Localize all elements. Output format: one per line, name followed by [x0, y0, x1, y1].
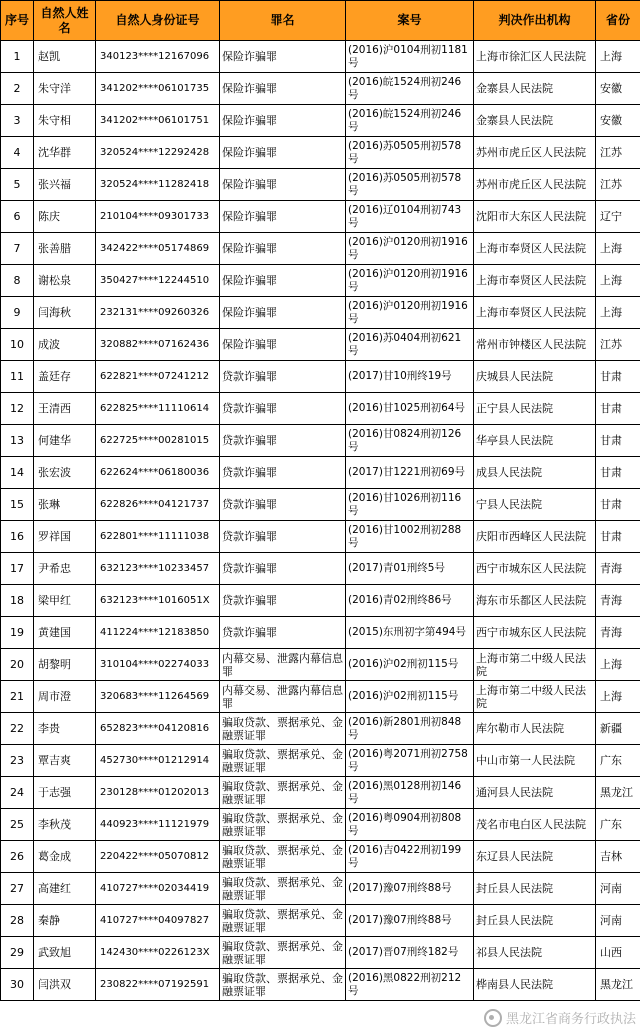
court-name-cell: 海东市乐都区人民法院 — [474, 585, 596, 617]
id-number-cell: 320524****11282418 — [96, 169, 220, 201]
row-index-cell: 3 — [1, 105, 34, 137]
court-name-cell: 上海市奉贤区人民法院 — [474, 233, 596, 265]
id-number-cell: 320524****12292428 — [96, 137, 220, 169]
table-row — [1, 457, 640, 489]
row-index-cell: 7 — [1, 233, 34, 265]
table-row — [1, 361, 640, 393]
person-name-cell: 张宏波 — [34, 457, 96, 489]
crime-name-cell: 贷款诈骗罪 — [220, 457, 346, 489]
province-cell: 辽宁 — [596, 201, 640, 233]
crime-name-cell: 保险诈骗罪 — [220, 41, 346, 73]
id-number-cell: 452730****01212914 — [96, 745, 220, 777]
id-number-cell: 341202****06101735 — [96, 73, 220, 105]
id-number-cell: 440923****11121979 — [96, 809, 220, 841]
court-name-cell: 正宁县人民法院 — [474, 393, 596, 425]
id-number-cell: 320683****11264569 — [96, 681, 220, 713]
province-cell: 山西 — [596, 937, 640, 969]
id-number-cell: 210104****09301733 — [96, 201, 220, 233]
province-cell: 上海 — [596, 297, 640, 329]
person-name-cell: 王清西 — [34, 393, 96, 425]
header-crime: 罪名 — [220, 1, 346, 41]
crime-name-cell: 贷款诈骗罪 — [220, 553, 346, 585]
header-index: 序号 — [1, 1, 34, 41]
case-number-cell: (2016)沪02刑初115号 — [346, 681, 474, 713]
province-cell: 甘肃 — [596, 521, 640, 553]
wechat-account-icon — [484, 1009, 502, 1027]
table-row — [1, 297, 640, 329]
table-row — [1, 809, 640, 841]
crime-name-cell: 骗取贷款、票据承兑、金融票证罪 — [220, 809, 346, 841]
crime-name-cell: 保险诈骗罪 — [220, 105, 346, 137]
case-number-cell: (2017)甘10刑终19号 — [346, 361, 474, 393]
crime-name-cell: 内幕交易、泄露内幕信息罪 — [220, 649, 346, 681]
province-cell: 吉林 — [596, 841, 640, 873]
table-row — [1, 905, 640, 937]
row-index-cell: 13 — [1, 425, 34, 457]
id-number-cell: 340123****12167096 — [96, 41, 220, 73]
row-index-cell: 30 — [1, 969, 34, 1001]
court-name-cell: 通河县人民法院 — [474, 777, 596, 809]
crime-name-cell: 贷款诈骗罪 — [220, 425, 346, 457]
province-cell: 甘肃 — [596, 361, 640, 393]
person-name-cell: 武致旭 — [34, 937, 96, 969]
case-number-cell: (2016)吉0422刑初199号 — [346, 841, 474, 873]
table-row — [1, 873, 640, 905]
case-number-cell: (2016)甘0824刑初126号 — [346, 425, 474, 457]
person-name-cell: 张兴福 — [34, 169, 96, 201]
court-name-cell: 金寨县人民法院 — [474, 73, 596, 105]
table-row — [1, 521, 640, 553]
province-cell: 甘肃 — [596, 393, 640, 425]
case-number-cell: (2016)甘1025刑初64号 — [346, 393, 474, 425]
id-number-cell: 341202****06101751 — [96, 105, 220, 137]
id-number-cell: 622826****04121737 — [96, 489, 220, 521]
id-number-cell: 411224****12183850 — [96, 617, 220, 649]
id-number-cell: 230128****01202013 — [96, 777, 220, 809]
province-cell: 上海 — [596, 681, 640, 713]
court-name-cell: 上海市徐汇区人民法院 — [474, 41, 596, 73]
court-name-cell: 常州市钟楼区人民法院 — [474, 329, 596, 361]
case-number-cell: (2016)沪02刑初115号 — [346, 649, 474, 681]
row-index-cell: 22 — [1, 713, 34, 745]
province-cell: 广东 — [596, 745, 640, 777]
row-index-cell: 17 — [1, 553, 34, 585]
person-name-cell: 何建华 — [34, 425, 96, 457]
watermark — [484, 1008, 636, 1027]
province-cell: 安徽 — [596, 73, 640, 105]
province-cell: 江苏 — [596, 169, 640, 201]
person-name-cell: 沈华群 — [34, 137, 96, 169]
crime-name-cell: 骗取贷款、票据承兑、金融票证罪 — [220, 777, 346, 809]
row-index-cell: 4 — [1, 137, 34, 169]
row-index-cell: 14 — [1, 457, 34, 489]
province-cell: 甘肃 — [596, 425, 640, 457]
province-cell: 河南 — [596, 873, 640, 905]
province-cell: 广东 — [596, 809, 640, 841]
table-row — [1, 553, 640, 585]
id-number-cell: 142430****0226123X — [96, 937, 220, 969]
case-number-cell: (2016)粤2071刑初2758号 — [346, 745, 474, 777]
row-index-cell: 21 — [1, 681, 34, 713]
row-index-cell: 5 — [1, 169, 34, 201]
crime-name-cell: 骗取贷款、票据承兑、金融票证罪 — [220, 713, 346, 745]
crime-name-cell: 骗取贷款、票据承兑、金融票证罪 — [220, 841, 346, 873]
person-name-cell: 尹希忠 — [34, 553, 96, 585]
case-number-cell: (2015)东刑初字第494号 — [346, 617, 474, 649]
table-header-row — [1, 1, 640, 41]
province-cell: 上海 — [596, 649, 640, 681]
person-name-cell: 盖廷存 — [34, 361, 96, 393]
court-name-cell: 中山市第一人民法院 — [474, 745, 596, 777]
province-cell: 江苏 — [596, 137, 640, 169]
court-name-cell: 庆城县人民法院 — [474, 361, 596, 393]
crime-name-cell: 保险诈骗罪 — [220, 265, 346, 297]
person-name-cell: 闫洪双 — [34, 969, 96, 1001]
row-index-cell: 15 — [1, 489, 34, 521]
court-name-cell: 沈阳市大东区人民法院 — [474, 201, 596, 233]
crime-name-cell: 贷款诈骗罪 — [220, 393, 346, 425]
province-cell: 安徽 — [596, 105, 640, 137]
person-name-cell: 张善腊 — [34, 233, 96, 265]
watermark-text: 黑龙江省商务行政执法 — [505, 1012, 636, 1027]
table-row — [1, 841, 640, 873]
court-name-cell: 苏州市虎丘区人民法院 — [474, 169, 596, 201]
crime-name-cell: 贷款诈骗罪 — [220, 617, 346, 649]
case-number-cell: (2016)沪0120刑初1916号 — [346, 265, 474, 297]
crime-name-cell: 内幕交易、泄露内幕信息罪 — [220, 681, 346, 713]
court-name-cell: 上海市奉贤区人民法院 — [474, 265, 596, 297]
crime-name-cell: 保险诈骗罪 — [220, 297, 346, 329]
table-row — [1, 41, 640, 73]
row-index-cell: 12 — [1, 393, 34, 425]
person-name-cell: 李贵 — [34, 713, 96, 745]
court-name-cell: 库尔勒市人民法院 — [474, 713, 596, 745]
person-name-cell: 张琳 — [34, 489, 96, 521]
person-name-cell: 葛金成 — [34, 841, 96, 873]
court-name-cell: 东辽县人民法院 — [474, 841, 596, 873]
row-index-cell: 16 — [1, 521, 34, 553]
crime-name-cell: 保险诈骗罪 — [220, 233, 346, 265]
case-number-cell: (2016)辽0104刑初743号 — [346, 201, 474, 233]
person-name-cell: 梁甲红 — [34, 585, 96, 617]
province-cell: 甘肃 — [596, 489, 640, 521]
table-body — [1, 41, 640, 1001]
case-number-cell: (2016)黑0822刑初212号 — [346, 969, 474, 1001]
person-name-cell: 覃吉爽 — [34, 745, 96, 777]
id-number-cell: 220422****05070812 — [96, 841, 220, 873]
case-number-cell: (2016)苏0505刑初578号 — [346, 137, 474, 169]
table-row — [1, 777, 640, 809]
province-cell: 青海 — [596, 617, 640, 649]
row-index-cell: 19 — [1, 617, 34, 649]
crime-name-cell: 保险诈骗罪 — [220, 169, 346, 201]
row-index-cell: 10 — [1, 329, 34, 361]
person-name-cell: 于志强 — [34, 777, 96, 809]
case-number-cell: (2016)沪0104刑初1181号 — [346, 41, 474, 73]
crime-name-cell: 贷款诈骗罪 — [220, 361, 346, 393]
province-cell: 甘肃 — [596, 457, 640, 489]
header-province: 省份 — [596, 1, 640, 41]
row-index-cell: 28 — [1, 905, 34, 937]
case-number-cell: (2016)甘1026刑初116号 — [346, 489, 474, 521]
court-name-cell: 封丘县人民法院 — [474, 873, 596, 905]
row-index-cell: 26 — [1, 841, 34, 873]
header-id-number: 自然人身份证号 — [96, 1, 220, 41]
crime-name-cell: 骗取贷款、票据承兑、金融票证罪 — [220, 873, 346, 905]
table-row — [1, 745, 640, 777]
court-name-cell: 上海市第二中级人民法院 — [474, 649, 596, 681]
court-name-cell: 西宁市城东区人民法院 — [474, 617, 596, 649]
table-row — [1, 617, 640, 649]
table-row — [1, 105, 640, 137]
id-number-cell: 622725****00281015 — [96, 425, 220, 457]
table-row — [1, 233, 640, 265]
id-number-cell: 622825****11110614 — [96, 393, 220, 425]
row-index-cell: 2 — [1, 73, 34, 105]
court-name-cell: 上海市第二中级人民法院 — [474, 681, 596, 713]
person-name-cell: 朱守洋 — [34, 73, 96, 105]
province-cell: 河南 — [596, 905, 640, 937]
crime-name-cell: 贷款诈骗罪 — [220, 585, 346, 617]
person-name-cell: 谢松泉 — [34, 265, 96, 297]
id-number-cell: 320882****07162436 — [96, 329, 220, 361]
case-number-cell: (2016)新2801刑初848号 — [346, 713, 474, 745]
row-index-cell: 29 — [1, 937, 34, 969]
province-cell: 黑龙江 — [596, 969, 640, 1001]
case-number-cell: (2017)豫07刑终88号 — [346, 905, 474, 937]
case-number-cell: (2016)粤0904刑初808号 — [346, 809, 474, 841]
court-name-cell: 苏州市虎丘区人民法院 — [474, 137, 596, 169]
court-name-cell: 上海市奉贤区人民法院 — [474, 297, 596, 329]
province-cell: 上海 — [596, 41, 640, 73]
court-name-cell: 金寨县人民法院 — [474, 105, 596, 137]
case-number-cell: (2017)晋07刑终182号 — [346, 937, 474, 969]
person-name-cell: 成波 — [34, 329, 96, 361]
id-number-cell: 632123****10233457 — [96, 553, 220, 585]
row-index-cell: 27 — [1, 873, 34, 905]
row-index-cell: 8 — [1, 265, 34, 297]
table-row — [1, 265, 640, 297]
person-name-cell: 闫海秋 — [34, 297, 96, 329]
person-name-cell: 周市澄 — [34, 681, 96, 713]
header-court: 判决作出机构 — [474, 1, 596, 41]
court-name-cell: 华亭县人民法院 — [474, 425, 596, 457]
id-number-cell: 622801****11111038 — [96, 521, 220, 553]
crime-name-cell: 贷款诈骗罪 — [220, 521, 346, 553]
person-name-cell: 黄建国 — [34, 617, 96, 649]
row-index-cell: 11 — [1, 361, 34, 393]
row-index-cell: 6 — [1, 201, 34, 233]
table-row — [1, 937, 640, 969]
table-row — [1, 329, 640, 361]
id-number-cell: 652823****04120816 — [96, 713, 220, 745]
court-name-cell: 西宁市城东区人民法院 — [474, 553, 596, 585]
id-number-cell: 342422****05174869 — [96, 233, 220, 265]
province-cell: 上海 — [596, 233, 640, 265]
case-number-cell: (2016)沪0120刑初1916号 — [346, 297, 474, 329]
person-name-cell: 赵凯 — [34, 41, 96, 73]
court-name-cell: 祁县人民法院 — [474, 937, 596, 969]
case-number-cell: (2016)苏0505刑初578号 — [346, 169, 474, 201]
person-name-cell: 高建红 — [34, 873, 96, 905]
case-number-cell: (2016)青02刑终86号 — [346, 585, 474, 617]
province-cell: 青海 — [596, 585, 640, 617]
crime-name-cell: 骗取贷款、票据承兑、金融票证罪 — [220, 937, 346, 969]
table-row — [1, 489, 640, 521]
id-number-cell: 410727****02034419 — [96, 873, 220, 905]
table-row — [1, 713, 640, 745]
crime-name-cell: 保险诈骗罪 — [220, 73, 346, 105]
table-row — [1, 681, 640, 713]
case-number-cell: (2017)青01刑终5号 — [346, 553, 474, 585]
table-row — [1, 585, 640, 617]
id-number-cell: 230822****07192591 — [96, 969, 220, 1001]
table-row — [1, 137, 640, 169]
case-number-cell: (2016)黑0128刑初146号 — [346, 777, 474, 809]
case-number-cell: (2016)沪0120刑初1916号 — [346, 233, 474, 265]
id-number-cell: 232131****09260326 — [96, 297, 220, 329]
crime-name-cell: 贷款诈骗罪 — [220, 489, 346, 521]
person-name-cell: 罗祥国 — [34, 521, 96, 553]
row-index-cell: 20 — [1, 649, 34, 681]
table-row — [1, 393, 640, 425]
province-cell: 青海 — [596, 553, 640, 585]
case-number-cell: (2017)豫07刑终88号 — [346, 873, 474, 905]
crime-name-cell: 保险诈骗罪 — [220, 137, 346, 169]
row-index-cell: 18 — [1, 585, 34, 617]
id-number-cell: 350427****12244510 — [96, 265, 220, 297]
id-number-cell: 410727****04097827 — [96, 905, 220, 937]
court-name-cell: 成县人民法院 — [474, 457, 596, 489]
table-row — [1, 169, 640, 201]
table-row — [1, 73, 640, 105]
crime-name-cell: 骗取贷款、票据承兑、金融票证罪 — [220, 905, 346, 937]
row-index-cell: 9 — [1, 297, 34, 329]
table-row — [1, 201, 640, 233]
id-number-cell: 622821****07241212 — [96, 361, 220, 393]
table-row — [1, 649, 640, 681]
crime-name-cell: 保险诈骗罪 — [220, 201, 346, 233]
table-row — [1, 425, 640, 457]
case-number-cell: (2016)皖1524刑初246号 — [346, 73, 474, 105]
province-cell: 黑龙江 — [596, 777, 640, 809]
province-cell: 上海 — [596, 265, 640, 297]
case-number-cell: (2016)甘1002刑初288号 — [346, 521, 474, 553]
court-name-cell: 庆阳市西峰区人民法院 — [474, 521, 596, 553]
crime-name-cell: 骗取贷款、票据承兑、金融票证罪 — [220, 745, 346, 777]
court-name-cell: 宁县人民法院 — [474, 489, 596, 521]
id-number-cell: 310104****02274033 — [96, 649, 220, 681]
row-index-cell: 1 — [1, 41, 34, 73]
row-index-cell: 25 — [1, 809, 34, 841]
row-index-cell: 23 — [1, 745, 34, 777]
case-number-cell: (2017)甘1221刑初69号 — [346, 457, 474, 489]
id-number-cell: 632123****1016051X — [96, 585, 220, 617]
province-cell: 江苏 — [596, 329, 640, 361]
crime-name-cell: 骗取贷款、票据承兑、金融票证罪 — [220, 969, 346, 1001]
crime-name-cell: 保险诈骗罪 — [220, 329, 346, 361]
person-name-cell: 秦静 — [34, 905, 96, 937]
court-name-cell: 封丘县人民法院 — [474, 905, 596, 937]
person-name-cell: 朱守相 — [34, 105, 96, 137]
table-row — [1, 969, 640, 1001]
header-case-number: 案号 — [346, 1, 474, 41]
court-name-cell: 茂名市电白区人民法院 — [474, 809, 596, 841]
person-name-cell: 胡黎明 — [34, 649, 96, 681]
header-name: 自然人姓名 — [34, 1, 96, 41]
province-cell: 新疆 — [596, 713, 640, 745]
id-number-cell: 622624****06180036 — [96, 457, 220, 489]
case-number-cell: (2016)苏0404刑初621号 — [346, 329, 474, 361]
court-name-cell: 桦南县人民法院 — [474, 969, 596, 1001]
case-number-cell: (2016)皖1524刑初246号 — [346, 105, 474, 137]
person-name-cell: 陈庆 — [34, 201, 96, 233]
row-index-cell: 24 — [1, 777, 34, 809]
person-name-cell: 李秋茂 — [34, 809, 96, 841]
